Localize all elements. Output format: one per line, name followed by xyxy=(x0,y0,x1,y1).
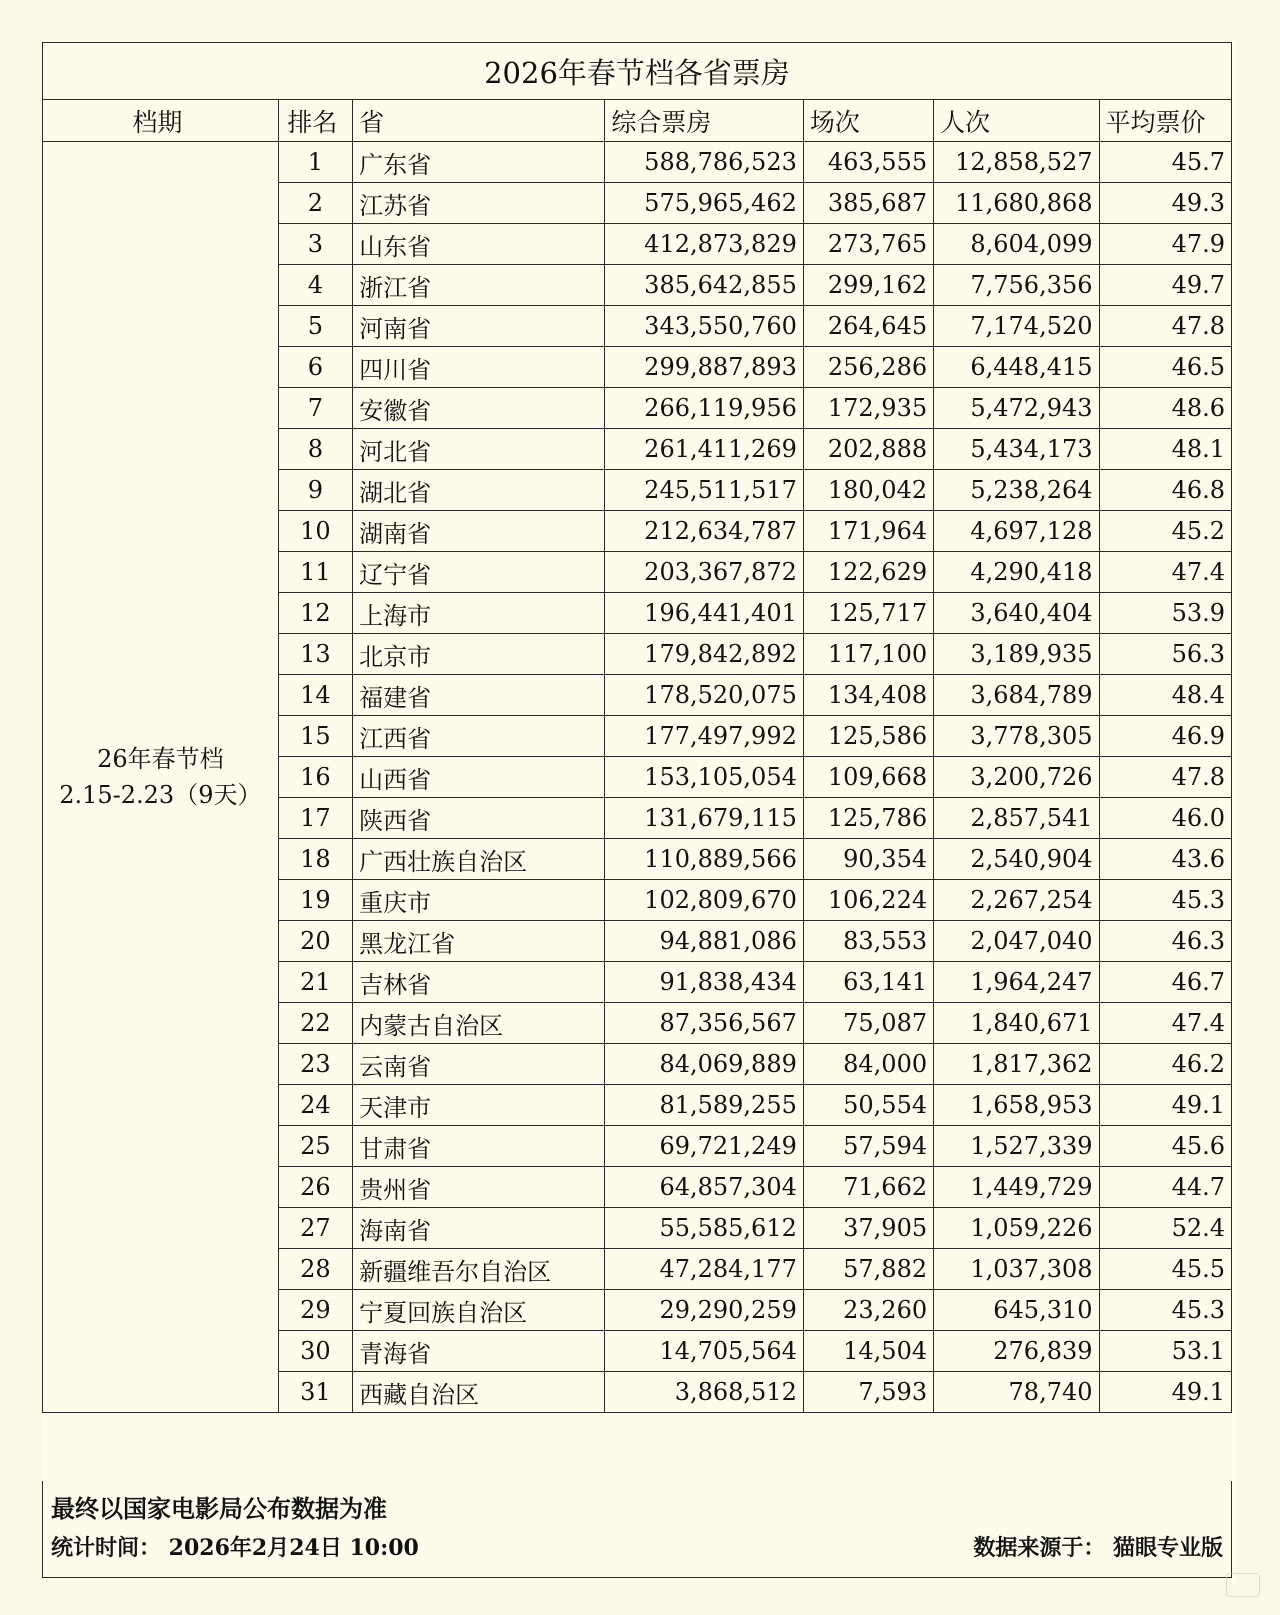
cell-screenings: 63,141 xyxy=(803,962,933,1003)
cell-avg-price: 47.4 xyxy=(1099,552,1231,593)
cell-rank: 19 xyxy=(278,880,352,921)
header-avg-price: 平均票价 xyxy=(1099,100,1231,142)
cell-screenings: 125,717 xyxy=(803,593,933,634)
cell-rank: 28 xyxy=(278,1249,352,1290)
cell-admissions: 1,059,226 xyxy=(934,1208,1099,1249)
cell-screenings: 122,629 xyxy=(803,552,933,593)
cell-rank: 21 xyxy=(278,962,352,1003)
cell-province: 福建省 xyxy=(353,675,605,716)
cell-rank: 2 xyxy=(278,183,352,224)
cell-avg-price: 47.4 xyxy=(1099,1003,1231,1044)
cell-avg-price: 48.6 xyxy=(1099,388,1231,429)
cell-avg-price: 46.3 xyxy=(1099,921,1231,962)
cell-box-office: 385,642,855 xyxy=(605,265,803,306)
cell-box-office: 14,705,564 xyxy=(605,1331,803,1372)
cell-avg-price: 49.1 xyxy=(1099,1085,1231,1126)
cell-avg-price: 49.3 xyxy=(1099,183,1231,224)
header-rank: 排名 xyxy=(278,100,352,142)
cell-rank: 22 xyxy=(278,1003,352,1044)
table-title: 2026年春节档各省票房 xyxy=(43,43,1232,100)
cell-avg-price: 47.9 xyxy=(1099,224,1231,265)
cell-admissions: 7,174,520 xyxy=(934,306,1099,347)
cell-screenings: 57,882 xyxy=(803,1249,933,1290)
cell-admissions: 4,290,418 xyxy=(934,552,1099,593)
cell-avg-price: 48.4 xyxy=(1099,675,1231,716)
cell-admissions: 78,740 xyxy=(934,1372,1099,1413)
cell-screenings: 7,593 xyxy=(803,1372,933,1413)
cell-rank: 6 xyxy=(278,347,352,388)
cell-avg-price: 56.3 xyxy=(1099,634,1231,675)
cell-province: 青海省 xyxy=(353,1331,605,1372)
cell-admissions: 2,047,040 xyxy=(934,921,1099,962)
cell-rank: 27 xyxy=(278,1208,352,1249)
cell-rank: 26 xyxy=(278,1167,352,1208)
cell-rank: 23 xyxy=(278,1044,352,1085)
cell-screenings: 299,162 xyxy=(803,265,933,306)
cell-province: 山西省 xyxy=(353,757,605,798)
cell-avg-price: 48.1 xyxy=(1099,429,1231,470)
cell-admissions: 645,310 xyxy=(934,1290,1099,1331)
cell-avg-price: 52.4 xyxy=(1099,1208,1231,1249)
cell-screenings: 71,662 xyxy=(803,1167,933,1208)
cell-screenings: 117,100 xyxy=(803,634,933,675)
table-row xyxy=(43,142,1232,183)
cell-rank: 25 xyxy=(278,1126,352,1167)
cell-box-office: 196,441,401 xyxy=(605,593,803,634)
cell-rank: 8 xyxy=(278,429,352,470)
cell-admissions: 5,472,943 xyxy=(934,388,1099,429)
cell-box-office: 47,284,177 xyxy=(605,1249,803,1290)
cell-admissions: 3,684,789 xyxy=(934,675,1099,716)
cell-box-office: 55,585,612 xyxy=(605,1208,803,1249)
cell-avg-price: 46.8 xyxy=(1099,470,1231,511)
cell-rank: 24 xyxy=(278,1085,352,1126)
cell-box-office: 212,634,787 xyxy=(605,511,803,552)
cell-box-office: 245,511,517 xyxy=(605,470,803,511)
cell-province: 上海市 xyxy=(353,593,605,634)
cell-avg-price: 44.7 xyxy=(1099,1167,1231,1208)
footer-note: 最终以国家电影局公布数据为准 xyxy=(51,1494,387,1523)
cell-box-office: 91,838,434 xyxy=(605,962,803,1003)
cell-rank: 17 xyxy=(278,798,352,839)
cell-screenings: 57,594 xyxy=(803,1126,933,1167)
cell-avg-price: 46.7 xyxy=(1099,962,1231,1003)
period-name: 26年春节档 xyxy=(97,745,224,773)
cell-rank: 15 xyxy=(278,716,352,757)
cell-rank: 29 xyxy=(278,1290,352,1331)
cell-admissions: 1,037,308 xyxy=(934,1249,1099,1290)
cell-province: 云南省 xyxy=(353,1044,605,1085)
cell-box-office: 29,290,259 xyxy=(605,1290,803,1331)
cell-box-office: 588,786,523 xyxy=(605,142,803,183)
cell-admissions: 1,527,339 xyxy=(934,1126,1099,1167)
cell-admissions: 276,839 xyxy=(934,1331,1099,1372)
cell-box-office: 69,721,249 xyxy=(605,1126,803,1167)
cell-province: 新疆维吾尔自治区 xyxy=(353,1249,605,1290)
cell-admissions: 3,640,404 xyxy=(934,593,1099,634)
cell-province: 海南省 xyxy=(353,1208,605,1249)
cell-rank: 12 xyxy=(278,593,352,634)
cell-avg-price: 46.5 xyxy=(1099,347,1231,388)
cell-box-office: 343,550,760 xyxy=(605,306,803,347)
cell-avg-price: 45.5 xyxy=(1099,1249,1231,1290)
cell-box-office: 64,857,304 xyxy=(605,1167,803,1208)
cell-avg-price: 53.9 xyxy=(1099,593,1231,634)
cell-screenings: 125,586 xyxy=(803,716,933,757)
cell-admissions: 3,189,935 xyxy=(934,634,1099,675)
cell-screenings: 202,888 xyxy=(803,429,933,470)
cell-avg-price: 53.1 xyxy=(1099,1331,1231,1372)
cell-rank: 13 xyxy=(278,634,352,675)
cell-avg-price: 45.2 xyxy=(1099,511,1231,552)
cell-box-office: 178,520,075 xyxy=(605,675,803,716)
cell-province: 甘肃省 xyxy=(353,1126,605,1167)
cell-rank: 3 xyxy=(278,224,352,265)
cell-admissions: 4,697,128 xyxy=(934,511,1099,552)
cell-admissions: 6,448,415 xyxy=(934,347,1099,388)
cell-avg-price: 45.6 xyxy=(1099,1126,1231,1167)
cell-province: 安徽省 xyxy=(353,388,605,429)
cell-screenings: 171,964 xyxy=(803,511,933,552)
header-period: 档期 xyxy=(43,100,279,142)
cell-rank: 9 xyxy=(278,470,352,511)
cell-admissions: 1,449,729 xyxy=(934,1167,1099,1208)
cell-rank: 30 xyxy=(278,1331,352,1372)
cell-province: 西藏自治区 xyxy=(353,1372,605,1413)
cell-screenings: 109,668 xyxy=(803,757,933,798)
cell-box-office: 110,889,566 xyxy=(605,839,803,880)
cell-screenings: 264,645 xyxy=(803,306,933,347)
cell-province: 河北省 xyxy=(353,429,605,470)
cell-admissions: 12,858,527 xyxy=(934,142,1099,183)
cell-box-office: 81,589,255 xyxy=(605,1085,803,1126)
cell-province: 四川省 xyxy=(353,347,605,388)
footer-time: 统计时间： 2026年2月24日 10:00 xyxy=(51,1535,419,1561)
header-admissions: 人次 xyxy=(934,100,1099,142)
cell-box-office: 3,868,512 xyxy=(605,1372,803,1413)
cell-avg-price: 43.6 xyxy=(1099,839,1231,880)
cell-box-office: 94,881,086 xyxy=(605,921,803,962)
cell-admissions: 11,680,868 xyxy=(934,183,1099,224)
period-cell xyxy=(43,142,279,1413)
cell-admissions: 7,756,356 xyxy=(934,265,1099,306)
cell-box-office: 131,679,115 xyxy=(605,798,803,839)
cell-screenings: 90,354 xyxy=(803,839,933,880)
cell-screenings: 106,224 xyxy=(803,880,933,921)
cell-province: 北京市 xyxy=(353,634,605,675)
cell-avg-price: 49.7 xyxy=(1099,265,1231,306)
footer-source: 数据来源于： 猫眼专业版 xyxy=(973,1535,1223,1561)
cell-admissions: 2,857,541 xyxy=(934,798,1099,839)
cell-avg-price: 46.2 xyxy=(1099,1044,1231,1085)
cell-admissions: 1,817,362 xyxy=(934,1044,1099,1085)
cell-screenings: 385,687 xyxy=(803,183,933,224)
cell-province: 贵州省 xyxy=(353,1167,605,1208)
cell-screenings: 50,554 xyxy=(803,1085,933,1126)
cell-screenings: 23,260 xyxy=(803,1290,933,1331)
cell-province: 重庆市 xyxy=(353,880,605,921)
cell-admissions: 8,604,099 xyxy=(934,224,1099,265)
cell-screenings: 125,786 xyxy=(803,798,933,839)
cell-screenings: 75,087 xyxy=(803,1003,933,1044)
cell-province: 湖南省 xyxy=(353,511,605,552)
cell-avg-price: 45.7 xyxy=(1099,142,1231,183)
cell-box-office: 266,119,956 xyxy=(605,388,803,429)
cell-admissions: 1,840,671 xyxy=(934,1003,1099,1044)
cell-province: 山东省 xyxy=(353,224,605,265)
cell-rank: 1 xyxy=(278,142,352,183)
header-province: 省 xyxy=(353,100,605,142)
report-sheet xyxy=(42,42,1236,1582)
cell-screenings: 172,935 xyxy=(803,388,933,429)
cell-screenings: 134,408 xyxy=(803,675,933,716)
cell-rank: 11 xyxy=(278,552,352,593)
cell-province: 江西省 xyxy=(353,716,605,757)
cell-province: 黑龙江省 xyxy=(353,921,605,962)
cell-screenings: 273,765 xyxy=(803,224,933,265)
cell-avg-price: 46.0 xyxy=(1099,798,1231,839)
cell-admissions: 2,540,904 xyxy=(934,839,1099,880)
cell-box-office: 261,411,269 xyxy=(605,429,803,470)
cell-box-office: 412,873,829 xyxy=(605,224,803,265)
cell-avg-price: 47.8 xyxy=(1099,757,1231,798)
cell-avg-price: 45.3 xyxy=(1099,1290,1231,1331)
cell-rank: 7 xyxy=(278,388,352,429)
cell-rank: 5 xyxy=(278,306,352,347)
cell-province: 广西壮族自治区 xyxy=(353,839,605,880)
watermark-icon xyxy=(1226,1573,1260,1597)
cell-avg-price: 49.1 xyxy=(1099,1372,1231,1413)
cell-screenings: 463,555 xyxy=(803,142,933,183)
cell-province: 浙江省 xyxy=(353,265,605,306)
cell-province: 陕西省 xyxy=(353,798,605,839)
cell-box-office: 177,497,992 xyxy=(605,716,803,757)
cell-box-office: 84,069,889 xyxy=(605,1044,803,1085)
cell-admissions: 2,267,254 xyxy=(934,880,1099,921)
cell-rank: 20 xyxy=(278,921,352,962)
cell-rank: 10 xyxy=(278,511,352,552)
cell-rank: 4 xyxy=(278,265,352,306)
cell-box-office: 299,887,893 xyxy=(605,347,803,388)
cell-province: 江苏省 xyxy=(353,183,605,224)
cell-avg-price: 45.3 xyxy=(1099,880,1231,921)
cell-admissions: 5,434,173 xyxy=(934,429,1099,470)
period-dates: 2.15-2.23（9天） xyxy=(59,781,262,809)
cell-box-office: 87,356,567 xyxy=(605,1003,803,1044)
cell-province: 吉林省 xyxy=(353,962,605,1003)
cell-rank: 31 xyxy=(278,1372,352,1413)
box-office-table xyxy=(42,42,1232,1413)
cell-screenings: 14,504 xyxy=(803,1331,933,1372)
cell-box-office: 203,367,872 xyxy=(605,552,803,593)
cell-admissions: 5,238,264 xyxy=(934,470,1099,511)
cell-province: 宁夏回族自治区 xyxy=(353,1290,605,1331)
cell-box-office: 575,965,462 xyxy=(605,183,803,224)
cell-rank: 16 xyxy=(278,757,352,798)
header-screenings: 场次 xyxy=(803,100,933,142)
cell-screenings: 256,286 xyxy=(803,347,933,388)
header-box-office: 综合票房 xyxy=(605,100,803,142)
table-body xyxy=(43,142,1232,1413)
cell-box-office: 102,809,670 xyxy=(605,880,803,921)
cell-province: 辽宁省 xyxy=(353,552,605,593)
cell-admissions: 3,778,305 xyxy=(934,716,1099,757)
cell-admissions: 1,658,953 xyxy=(934,1085,1099,1126)
cell-box-office: 153,105,054 xyxy=(605,757,803,798)
cell-admissions: 3,200,726 xyxy=(934,757,1099,798)
cell-rank: 18 xyxy=(278,839,352,880)
cell-avg-price: 47.8 xyxy=(1099,306,1231,347)
cell-province: 河南省 xyxy=(353,306,605,347)
cell-province: 广东省 xyxy=(353,142,605,183)
cell-screenings: 84,000 xyxy=(803,1044,933,1085)
cell-province: 内蒙古自治区 xyxy=(353,1003,605,1044)
cell-screenings: 180,042 xyxy=(803,470,933,511)
cell-screenings: 83,553 xyxy=(803,921,933,962)
cell-province: 湖北省 xyxy=(353,470,605,511)
cell-avg-price: 46.9 xyxy=(1099,716,1231,757)
header-row xyxy=(43,100,1232,142)
cell-box-office: 179,842,892 xyxy=(605,634,803,675)
cell-province: 天津市 xyxy=(353,1085,605,1126)
cell-admissions: 1,964,247 xyxy=(934,962,1099,1003)
cell-screenings: 37,905 xyxy=(803,1208,933,1249)
table-footer xyxy=(42,1481,1232,1578)
cell-rank: 14 xyxy=(278,675,352,716)
